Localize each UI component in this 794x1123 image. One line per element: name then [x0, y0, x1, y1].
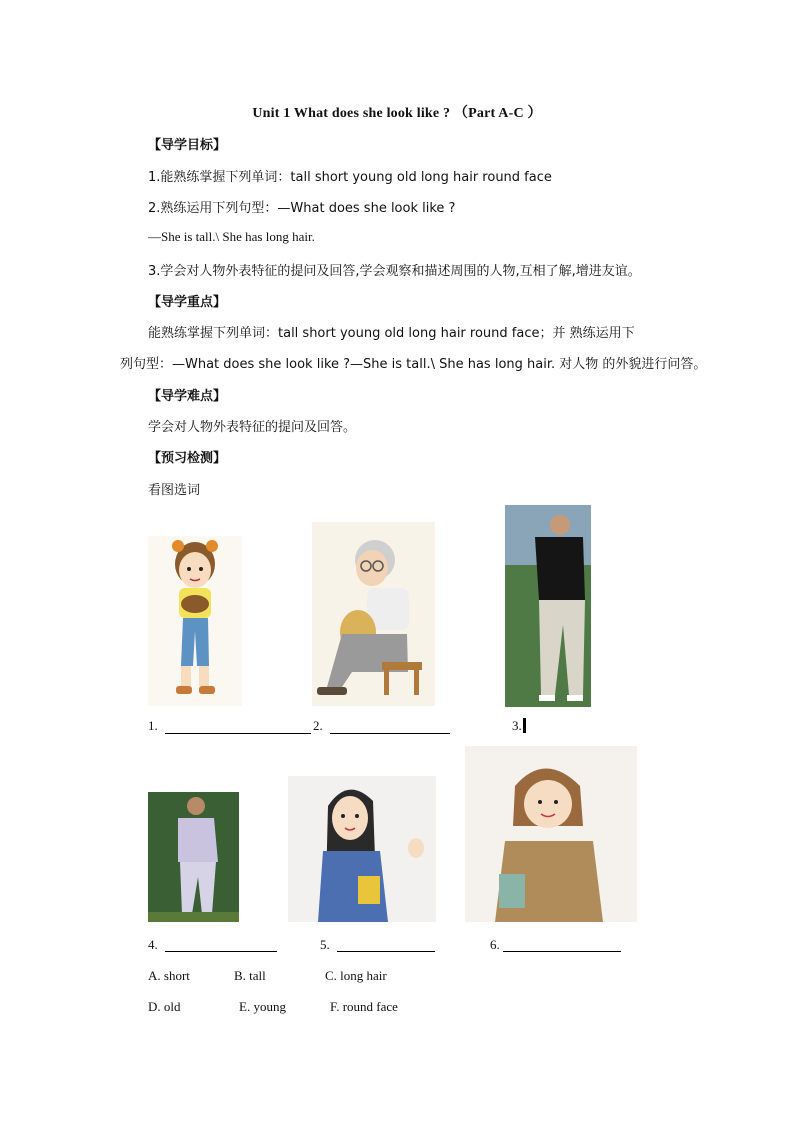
- goal-2-answer: —She is tall.\ She has long hair.: [148, 229, 315, 244]
- blank-3-number: 3.: [512, 718, 522, 733]
- key-line-1: 能熟练掌握下列单词：tall short young old long hair round face；并 熟练运用下: [148, 326, 635, 341]
- goals-heading: 【导学目标】: [148, 138, 227, 153]
- instruction: 看图选词: [148, 483, 201, 498]
- key-heading: 【导学重点】: [148, 295, 227, 310]
- blank-1-number: 1.: [148, 718, 158, 733]
- girl-picture: [148, 536, 242, 706]
- answer-blank-6[interactable]: [503, 951, 621, 952]
- goal-3: 3.学会对人物外表特征的提问及回答,学会观察和描述周围的人物,互相了解,增进友谊。: [148, 264, 641, 279]
- answer-blank-1[interactable]: [165, 733, 311, 734]
- goal-2: 2.熟练运用下列句型：—What does she look like ?: [148, 201, 456, 216]
- option-b: B. tall: [234, 968, 266, 983]
- blank-4-number: 4.: [148, 937, 158, 952]
- round-face-woman-picture: [465, 746, 637, 922]
- answer-blank-4[interactable]: [165, 951, 277, 952]
- option-d: D. old: [148, 999, 181, 1014]
- goal-1: 1.能熟练掌握下列单词：tall short young old long hair round face: [148, 170, 552, 185]
- option-a: A. short: [148, 968, 190, 983]
- blank-2-number: 2.: [313, 718, 323, 733]
- blank-5-number: 5.: [320, 937, 330, 952]
- short-man-photo: [148, 792, 239, 922]
- tall-man-photo: [505, 505, 591, 707]
- answer-blank-5[interactable]: [337, 951, 435, 952]
- preview-heading: 【预习检测】: [148, 451, 227, 466]
- old-man-picture: [312, 522, 435, 706]
- difficulty-heading: 【导学难点】: [148, 389, 227, 404]
- answer-blank-2[interactable]: [330, 733, 450, 734]
- key-line-2: 列句型：—What does she look like ?—She is tall.\ She has long hair. 对人物 的外貌进行问答。: [120, 357, 707, 372]
- blank-6-number: 6.: [490, 937, 500, 952]
- option-c: C. long hair: [325, 968, 387, 983]
- text-cursor[interactable]: [523, 718, 526, 733]
- page-title: Unit 1 What does she look like ? （Part A-C ）: [252, 106, 542, 121]
- difficulty-line: 学会对人物外表特征的提问及回答。: [148, 420, 357, 435]
- long-hair-woman-picture: [288, 776, 436, 922]
- option-e: E. young: [239, 999, 286, 1014]
- option-f: F. round face: [330, 999, 398, 1014]
